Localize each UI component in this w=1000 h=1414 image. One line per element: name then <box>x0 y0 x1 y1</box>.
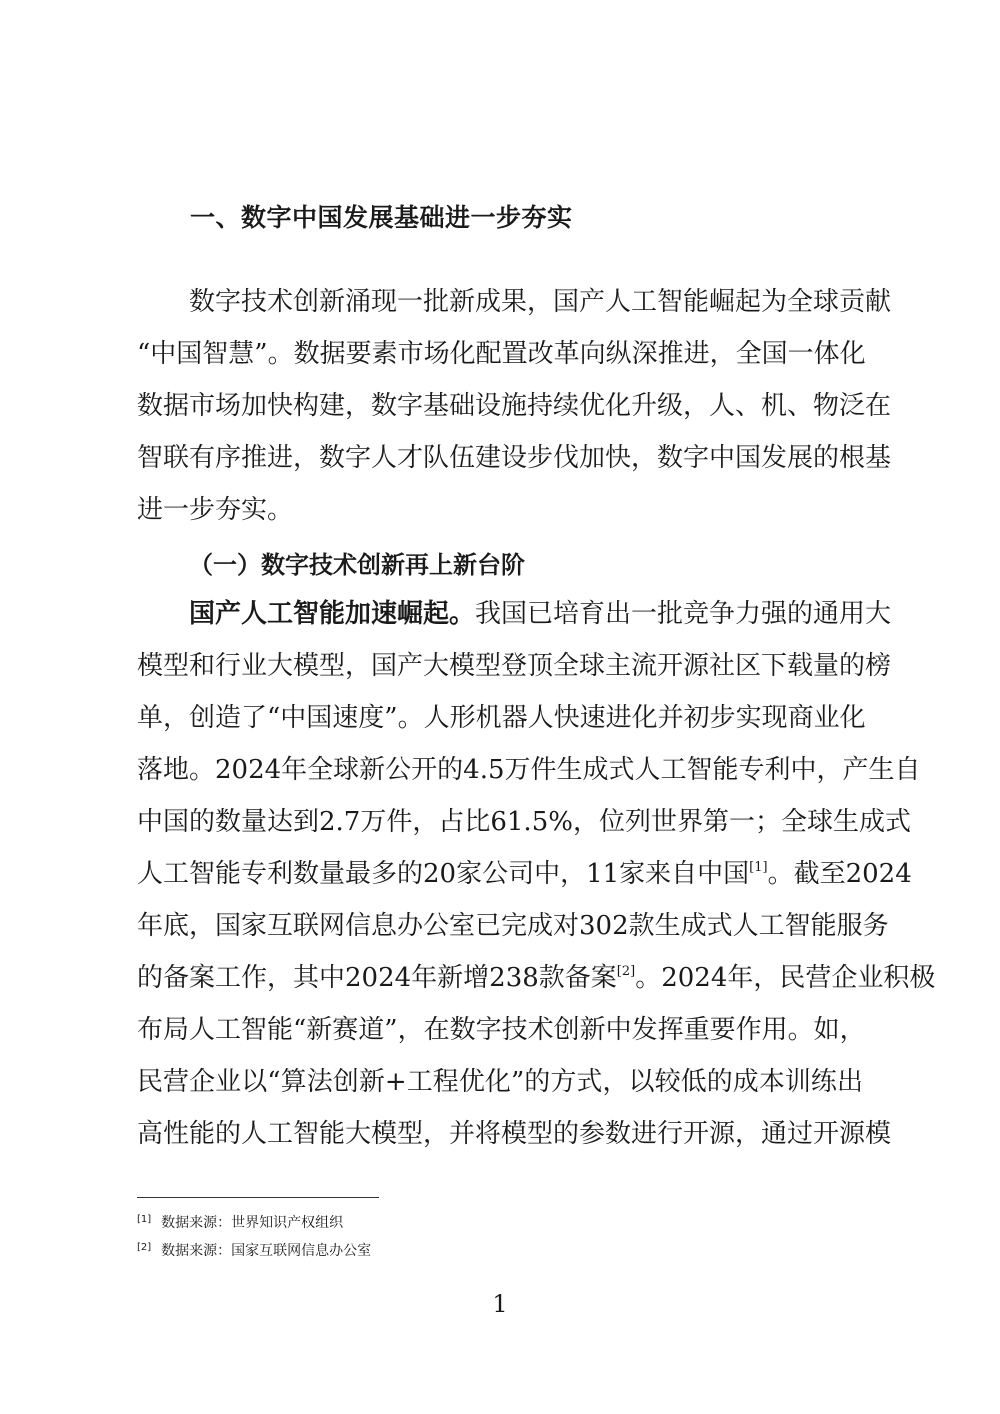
body-text: 人工智能专利数量最多的20家公司中，11家来自中国 <box>137 859 750 889</box>
body-line: 模型和行业大模型，国产大模型登顶全球主流开源社区下载量的榜 <box>137 651 892 681</box>
body-line: 单，创造了“中国速度”。人形机器人快速进化并初步实现商业化 <box>137 703 866 733</box>
footnote <box>137 1240 371 1260</box>
footnote-ref[interactable]: [1] <box>749 860 768 875</box>
body-line <box>137 962 936 994</box>
body-text: 。截至2024 <box>767 859 912 889</box>
body-line: 民营企业以“算法创新+工程优化”的方式，以较低的成本训练出 <box>137 1067 863 1097</box>
footnote <box>137 1212 343 1232</box>
footnote-text: 数据来源：国家互联网信息办公室 <box>161 1243 372 1259</box>
body-line: 布局人工智能“新赛道”，在数字技术创新中发挥重要作用。如， <box>137 1015 866 1045</box>
body-line: 年底，国家互联网信息办公室已完成对302款生成式人工智能服务 <box>137 911 889 941</box>
intro-line: “中国智慧”。数据要素市场化配置改革向纵深推进，全国一体化 <box>137 339 866 369</box>
intro-line: 数据市场加快构建，数字基础设施持续优化升级，人、机、物泛在 <box>137 391 892 421</box>
subsection-heading: （一）数字技术创新再上新台阶 <box>189 551 525 579</box>
footnote-text: 数据来源：世界知识产权组织 <box>161 1215 344 1231</box>
intro-line: 进一步夯实。 <box>137 495 294 525</box>
footnote-ref[interactable]: [2] <box>616 964 636 979</box>
body-line <box>137 858 912 890</box>
intro-line: 数字技术创新涌现一批新成果，国产人工智能崛起为全球贡献 <box>189 287 892 317</box>
body-line: 落地。2024年全球新公开的4.5万件生成式人工智能专利中，产生自 <box>137 755 921 785</box>
body-line <box>189 598 892 630</box>
page-number: 1 <box>492 1290 508 1318</box>
section-heading: 一、数字中国发展基础进一步夯实 <box>190 203 573 232</box>
lead-bold-text: 国产人工智能加速崛起。 <box>189 599 476 629</box>
body-line: 高性能的人工智能大模型，并将模型的参数进行开源，通过开源模 <box>137 1119 892 1149</box>
body-text: 的备案工作，其中2024年新增238款备案 <box>137 963 617 993</box>
intro-line: 智联有序推进，数字人才队伍建设步伐加快，数字中国发展的根基 <box>137 443 892 473</box>
footnote-mark: [2] <box>137 1242 152 1253</box>
body-text: 我国已培育出一批竞争力强的通用大 <box>475 599 892 629</box>
body-text: 。2024年，民营企业积极 <box>635 963 936 993</box>
footnote-divider <box>137 1197 379 1198</box>
footnote-mark: [1] <box>137 1214 152 1225</box>
body-line: 中国的数量达到2.7万件，占比61.5%，位列世界第一；全球生成式 <box>137 807 911 837</box>
